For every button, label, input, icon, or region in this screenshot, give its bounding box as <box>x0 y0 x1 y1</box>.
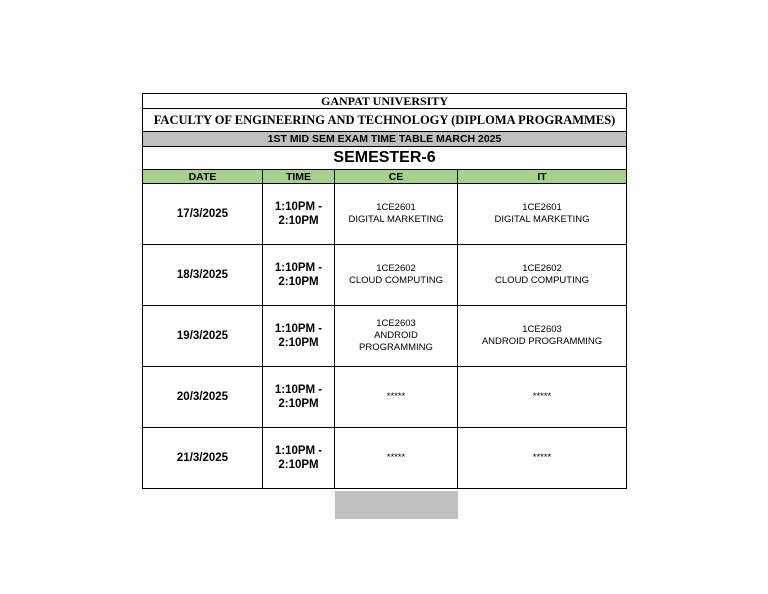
it-subject-cell <box>458 306 627 367</box>
it-subject-cell <box>458 245 627 306</box>
table-row <box>143 428 627 489</box>
time-cell <box>263 367 335 428</box>
date-cell: 20/3/2025 <box>143 367 263 428</box>
header-time: TIME <box>263 170 335 184</box>
table-row <box>143 245 627 306</box>
date-cell: 21/3/2025 <box>143 428 263 489</box>
ce-subject-cell: ***** <box>335 428 458 489</box>
header-ce: CE <box>335 170 458 184</box>
ce-subject-cell <box>335 306 458 367</box>
time-start: 1:10PM - <box>274 262 323 274</box>
date-cell: 18/3/2025 <box>143 245 263 306</box>
semester-title: SEMESTER-6 <box>143 147 627 170</box>
subject-code: 1CE2602 <box>376 263 416 274</box>
date-cell: 19/3/2025 <box>143 306 263 367</box>
exam-title: 1ST MID SEM EXAM TIME TABLE MARCH 2025 <box>143 132 627 147</box>
faculty-title: FACULTY OF ENGINEERING AND TECHNOLOGY (DIPLOMA PROGRAMMES) <box>143 109 627 132</box>
ce-subject-cell <box>335 184 458 245</box>
subject-name: ANDROID PROGRAMMING <box>481 336 603 347</box>
time-end: 2:10PM <box>278 276 319 288</box>
time-end: 2:10PM <box>278 398 319 410</box>
time-start: 1:10PM - <box>274 445 323 457</box>
university-row <box>143 94 627 109</box>
ce-subject-cell: ***** <box>335 367 458 428</box>
semester-row <box>143 147 627 170</box>
timetable-sheet <box>142 93 626 489</box>
it-subject-cell: ***** <box>458 428 627 489</box>
date-cell: 17/3/2025 <box>143 184 263 245</box>
subject-name: DIGITAL MARKETING <box>494 214 590 225</box>
it-subject-cell: ***** <box>458 367 627 428</box>
exam-title-row <box>143 132 627 147</box>
subject-code: 1CE2601 <box>522 202 562 213</box>
header-date: DATE <box>143 170 263 184</box>
faculty-row <box>143 109 627 132</box>
time-end: 2:10PM <box>278 337 319 349</box>
shaded-cell-below-table <box>335 491 458 519</box>
subject-name-line2: PROGRAMMING <box>359 342 433 353</box>
time-start: 1:10PM - <box>274 323 323 335</box>
header-it: IT <box>458 170 627 184</box>
time-cell <box>263 306 335 367</box>
time-start: 1:10PM - <box>274 201 323 213</box>
time-cell <box>263 184 335 245</box>
subject-code: 1CE2603 <box>376 318 416 329</box>
time-cell <box>263 245 335 306</box>
subject-code: 1CE2603 <box>522 324 562 335</box>
subject-name: CLOUD COMPUTING <box>495 275 589 286</box>
table-row <box>143 306 627 367</box>
header-row <box>143 170 627 184</box>
it-subject-cell <box>458 184 627 245</box>
table-row <box>143 367 627 428</box>
subject-name: DIGITAL MARKETING <box>348 214 444 225</box>
time-start: 1:10PM - <box>274 384 323 396</box>
subject-code: 1CE2601 <box>376 202 416 213</box>
time-end: 2:10PM <box>278 215 319 227</box>
subject-name-line1: ANDROID <box>374 330 418 341</box>
university-title: GANPAT UNIVERSITY <box>143 94 627 109</box>
subject-name: CLOUD COMPUTING <box>349 275 443 286</box>
table-row <box>143 184 627 245</box>
subject-code: 1CE2602 <box>522 263 562 274</box>
time-end: 2:10PM <box>278 459 319 471</box>
ce-subject-cell <box>335 245 458 306</box>
timetable <box>142 93 627 489</box>
time-cell <box>263 428 335 489</box>
